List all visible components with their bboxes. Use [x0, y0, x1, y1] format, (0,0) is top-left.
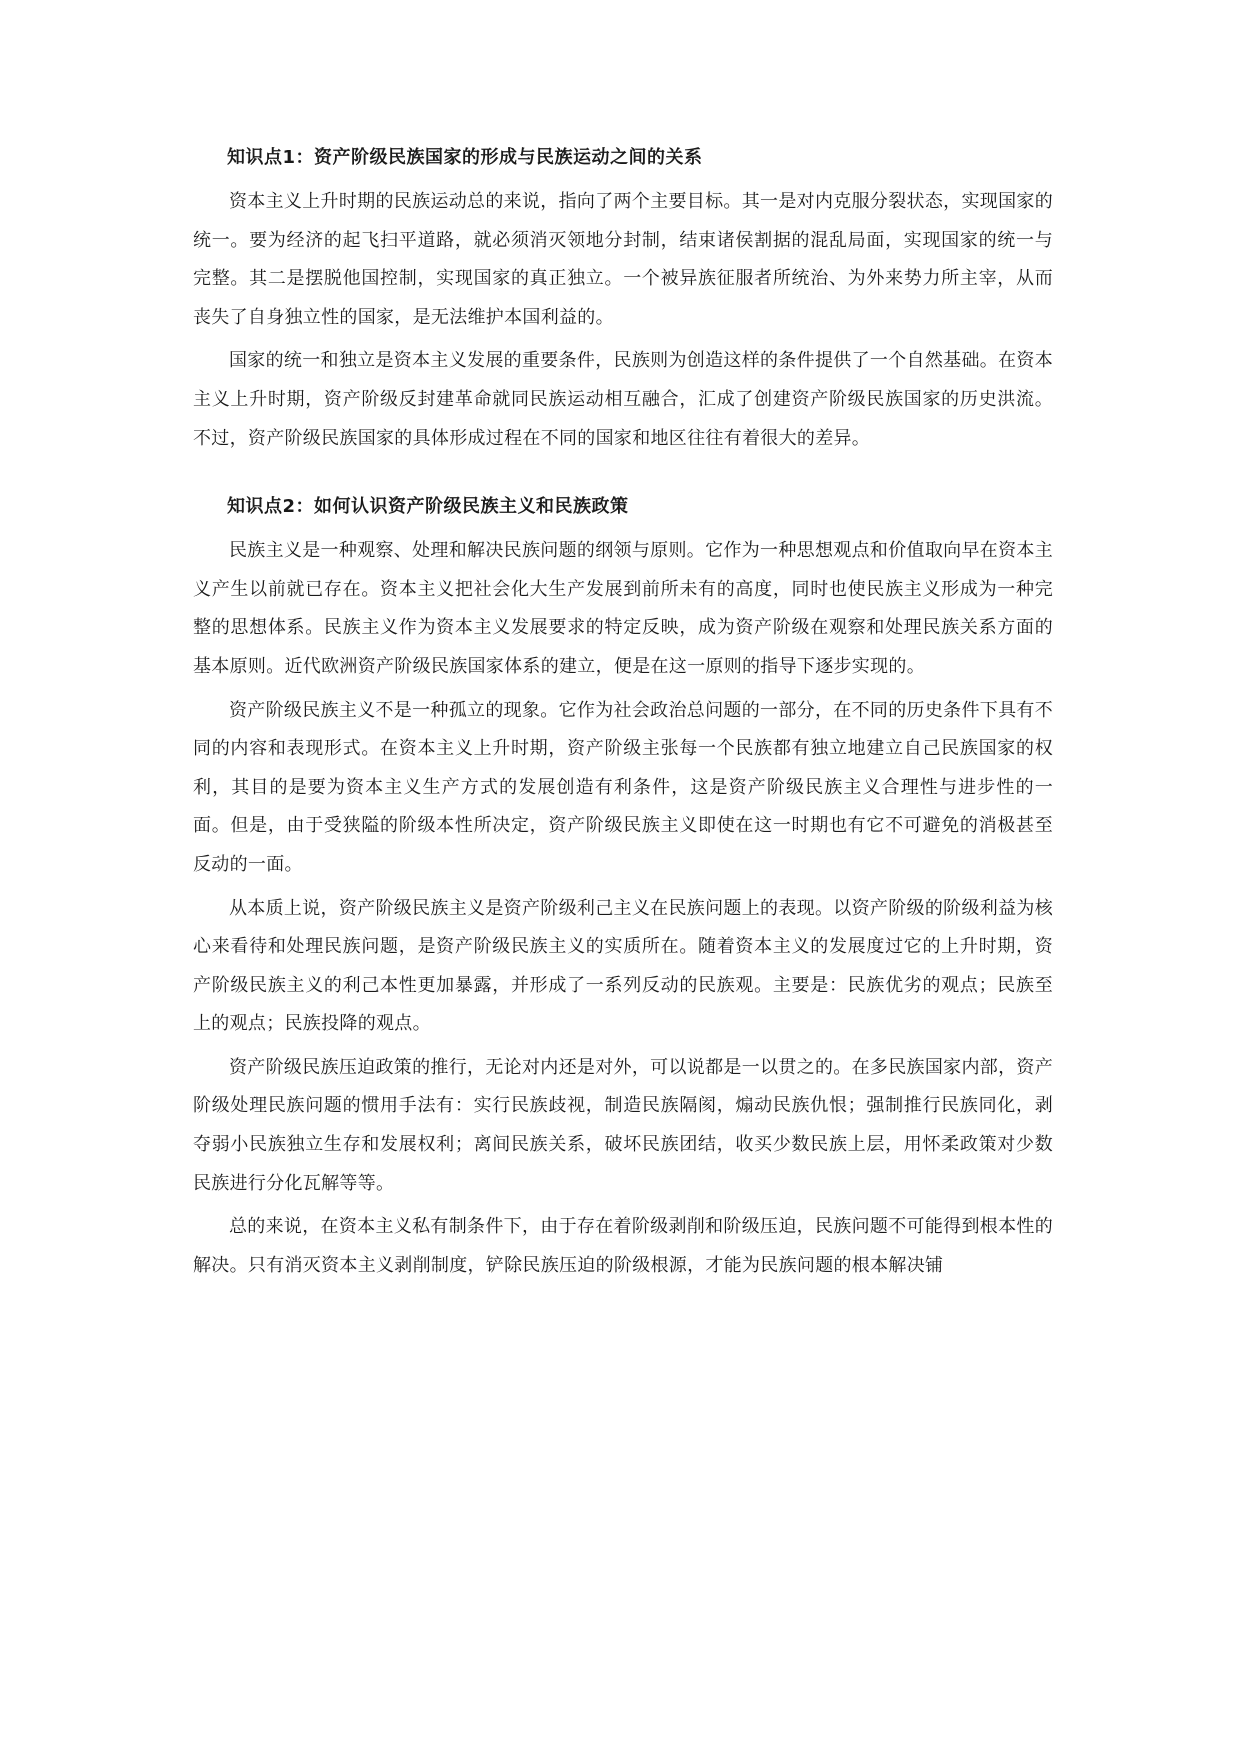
- section-heading: 知识点2：如何认识资产阶级民族主义和民族政策: [227, 496, 629, 518]
- paragraph: 总的来说，在资本主义私有制条件下，由于存在着阶级剥削和阶级压迫，民族问题不可能得到根本性的解决。只有消灭资本主义剥削制度，铲除民族压迫的阶级根源，才能为民族问题的根本解决铺: [193, 1216, 1053, 1276]
- section-heading: 知识点1：资产阶级民族国家的形成与民族运动之间的关系: [227, 147, 703, 168]
- document-page: [193, 143, 1053, 1290]
- section-knowledge-point-1: [193, 143, 1053, 458]
- section-knowledge-point-2: [193, 492, 1053, 1285]
- paragraph: 资产阶级民族主义不是一种孤立的现象。它作为社会政治总问题的一部分，在不同的历史条件下具有不同的内容和表现形式。在资本主义上升时期，资产阶级主张每一个民族都有独立地建立自己民族国家的权利，其目的是要为资本主义生产方式的发展创造有利条件，这是资产阶级民族主义合理性与进步性的一面。但是，由于受狭隘的阶级本性所决定，资产阶级民族主义即使在这一时期也有它不可避免的消极甚至反动的一面。: [193, 699, 1053, 875]
- paragraph: 资产阶级民族压迫政策的推行，无论对内还是对外，可以说都是一以贯之的。在多民族国家内部，资产阶级处理民族问题的惯用手法有：实行民族歧视，制造民族隔阂，煽动民族仇恨；强制推行民族同化，剥夺弱小民族独立生存和发展权利；离间民族关系，破坏民族团结，收买少数民族上层，用怀柔政策对少数民族进行分化瓦解等等。: [193, 1056, 1053, 1194]
- paragraph: 资本主义上升时期的民族运动总的来说，指向了两个主要目标。其一是对内克服分裂状态，实现国家的统一。要为经济的起飞扫平道路，就必须消灭领地分封制，结束诸侯割据的混乱局面，实现国家的统一与完整。其二是摆脱他国控制，实现国家的真正独立。一个被异族征服者所统治、为外来势力所主宰，从而丧失了自身独立性的国家，是无法维护本国利益的。: [193, 191, 1053, 328]
- paragraph: 民族主义是一种观察、处理和解决民族问题的纲领与原则。它作为一种思想观点和价值取向早在资本主义产生以前就已存在。资本主义把社会化大生产发展到前所未有的高度，同时也使民族主义形成为一种完整的思想体系。民族主义作为资本主义发展要求的特定反映，成为资产阶级在观察和处理民族关系方面的基本原则。近代欧洲资产阶级民族国家体系的建立，便是在这一原则的指导下逐步实现的。: [193, 540, 1053, 677]
- paragraph: 国家的统一和独立是资本主义发展的重要条件，民族则为创造这样的条件提供了一个自然基础。在资本主义上升时期，资产阶级反封建革命就同民族运动相互融合，汇成了创建资产阶级民族国家的历史洪流。不过，资产阶级民族国家的具体形成过程在不同的国家和地区往往有着很大的差异。: [193, 350, 1053, 449]
- paragraph: 从本质上说，资产阶级民族主义是资产阶级利己主义在民族问题上的表现。以资产阶级的阶级利益为核心来看待和处理民族问题，是资产阶级民族主义的实质所在。随着资本主义的发展度过它的上升时期，资产阶级民族主义的利己本性更加暴露，并形成了一系列反动的民族观。主要是：民族优劣的观点；民族至上的观点；民族投降的观点。: [193, 897, 1053, 1035]
